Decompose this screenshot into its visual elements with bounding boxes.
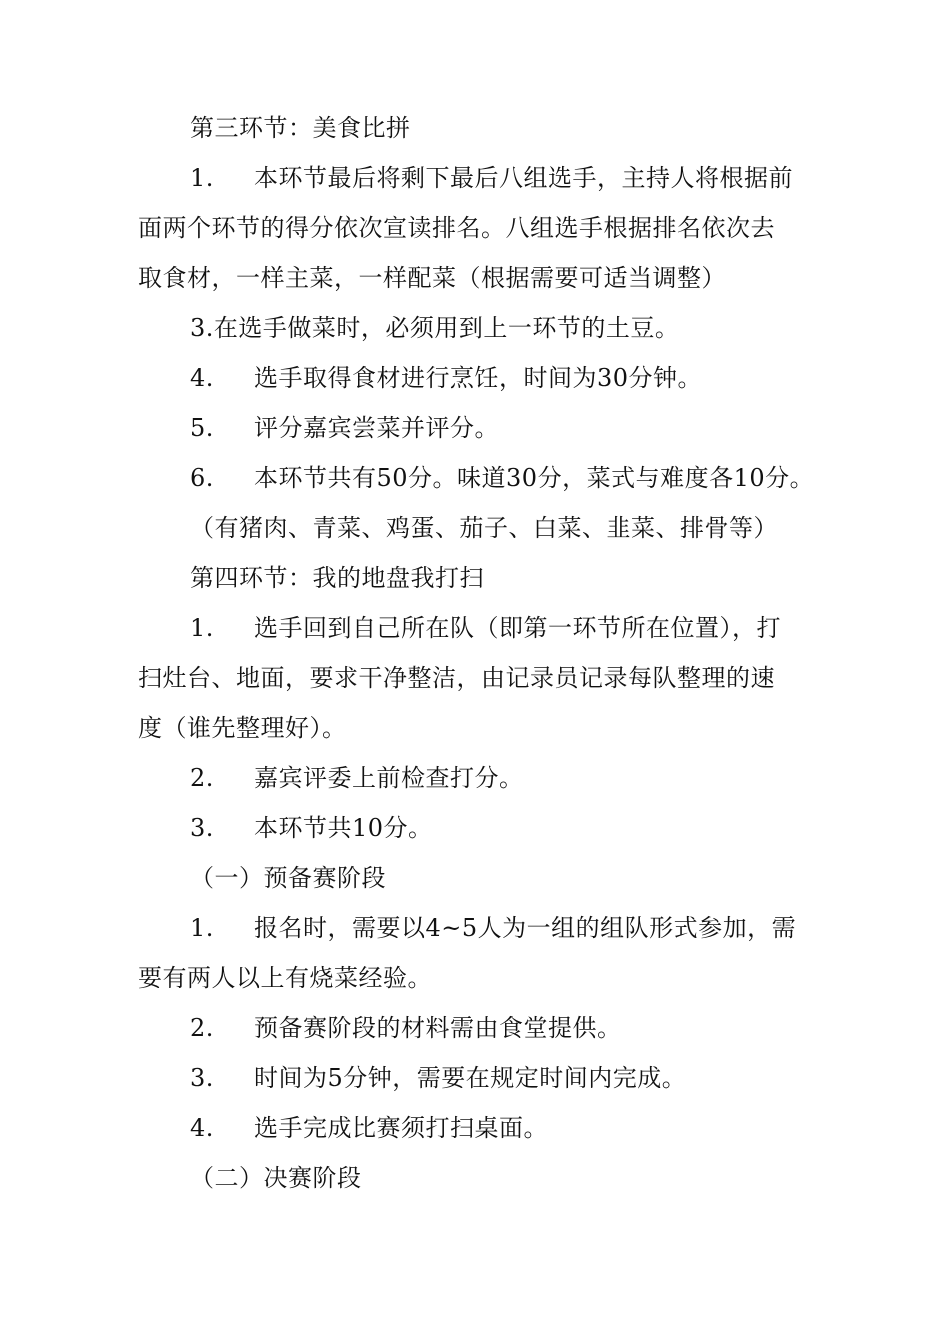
- list-item: [190, 1013, 622, 1043]
- list-item: [190, 163, 793, 193]
- list-item: [190, 613, 781, 643]
- item-number: 3.: [190, 1064, 214, 1092]
- line-text: （一）预备赛阶段: [190, 864, 386, 892]
- list-item: [190, 1063, 686, 1093]
- line-text: 选手取得食材进行烹饪，时间为30分钟。: [254, 364, 703, 392]
- section-heading-round-four: [190, 563, 484, 593]
- item-number: 4.: [190, 364, 214, 392]
- paragraph-continuation: [138, 663, 775, 693]
- list-item: [190, 413, 499, 443]
- line-text: （二）决赛阶段: [190, 1164, 362, 1192]
- line-text: 要有两人以上有烧菜经验。: [138, 964, 432, 992]
- line-text: 预备赛阶段的材料需由食堂提供。: [254, 1014, 622, 1042]
- line-text: 第四环节：我的地盘我打扫: [190, 564, 484, 592]
- line-text: 报名时，需要以4~5人为一组的组队形式参加，需: [254, 914, 797, 942]
- section-heading-final: [190, 1163, 362, 1193]
- section-heading-round-three: [190, 113, 411, 143]
- line-text: 取食材，一样主菜，一样配菜（根据需要可适当调整）: [138, 264, 726, 292]
- line-text: 本环节最后将剩下最后八组选手，主持人将根据前: [254, 164, 793, 192]
- list-item: [190, 463, 814, 493]
- line-text: 嘉宾评委上前检查打分。: [254, 764, 524, 792]
- list-item: [190, 813, 433, 843]
- list-item: [190, 913, 796, 943]
- paragraph-continuation: [138, 263, 726, 293]
- line-text: 本环节共有50分。味道30分，菜式与难度各10分。: [254, 464, 815, 492]
- list-item: [190, 763, 524, 793]
- item-number: 1.: [190, 164, 214, 192]
- list-item: [190, 1113, 548, 1143]
- paragraph-continuation: [138, 963, 432, 993]
- line-text: 3.在选手做菜时，必须用到上一环节的土豆。: [190, 314, 680, 342]
- ingredients-note: [190, 513, 778, 543]
- line-text: 评分嘉宾尝菜并评分。: [254, 414, 499, 442]
- line-text: 面两个环节的得分依次宣读排名。八组选手根据排名依次去: [138, 214, 775, 242]
- item-number: 3.: [190, 814, 214, 842]
- item-number: 5.: [190, 414, 214, 442]
- line-text: 选手回到自己所在队（即第一环节所在位置），打: [254, 614, 781, 642]
- section-heading-preliminary: [190, 863, 386, 893]
- item-number: 2.: [190, 1014, 214, 1042]
- item-number: 1.: [190, 914, 214, 942]
- line-text: 选手完成比赛须打扫桌面。: [254, 1114, 548, 1142]
- item-number: 2.: [190, 764, 214, 792]
- list-item: [190, 313, 679, 343]
- line-text: （有猪肉、青菜、鸡蛋、茄子、白菜、韭菜、排骨等）: [190, 514, 778, 542]
- line-text: 度（谁先整理好）。: [138, 714, 347, 742]
- line-text: 扫灶台、地面，要求干净整洁，由记录员记录每队整理的速: [138, 664, 775, 692]
- item-number: 1.: [190, 614, 214, 642]
- line-text: 第三环节：美食比拼: [190, 114, 411, 142]
- line-text: 时间为5分钟，需要在规定时间内完成。: [254, 1064, 687, 1092]
- item-number: 6.: [190, 464, 214, 492]
- list-item: [190, 363, 702, 393]
- line-text: 本环节共10分。: [254, 814, 433, 842]
- item-number: 4.: [190, 1114, 214, 1142]
- paragraph-continuation: [138, 213, 775, 243]
- paragraph-continuation: [138, 713, 347, 743]
